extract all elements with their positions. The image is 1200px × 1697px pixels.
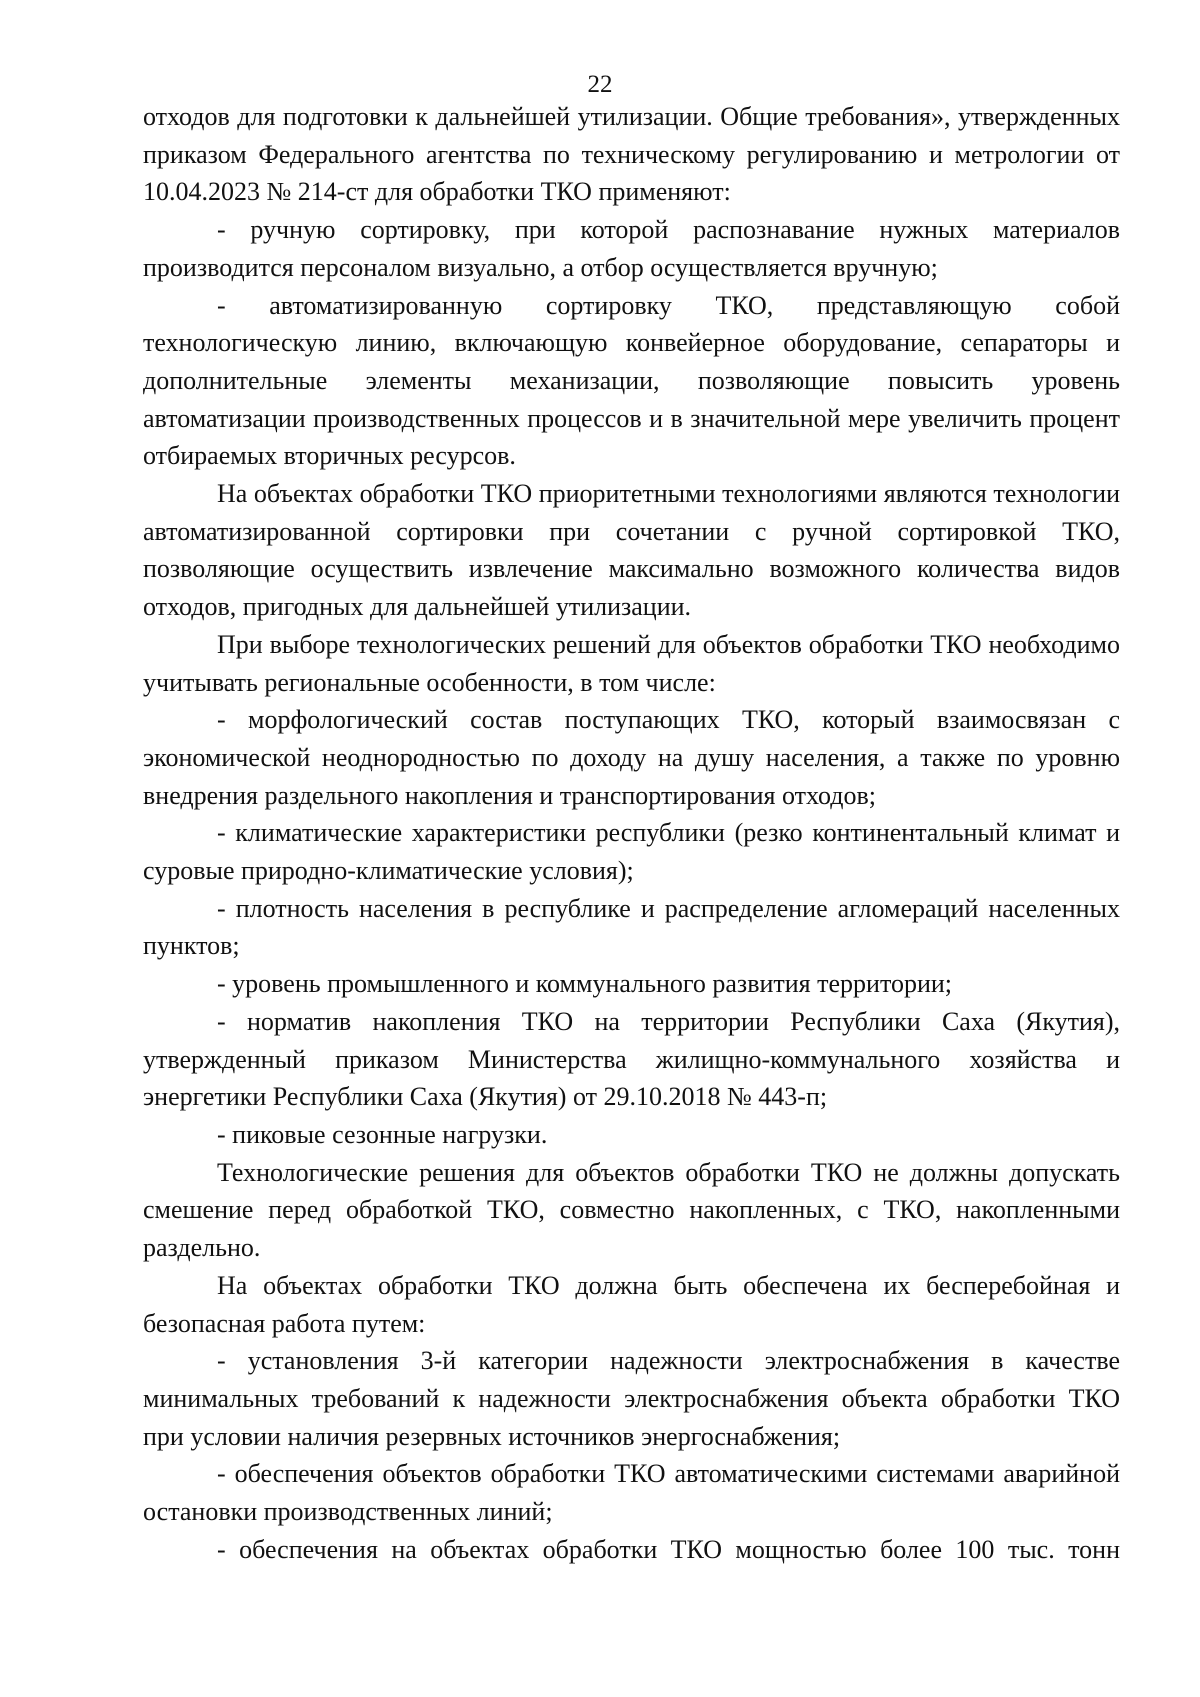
list-item-development-level: - уровень промышленного и коммунального развития территории; [217,969,953,999]
paragraph-priority-technologies: На объектах обработки ТКО приоритетными технологиями являются технологии автоматизированной сортировки при сочетании с ручной сортировкой ТКО, позволяющие осуществить извлечение максимально возможного количества видов отходов, пригодных для дальнейшей утилизации. [143,479,1120,622]
list-item-morphological-composition: - морфологический состав поступающих ТКО, который взаимосвязан с экономической неоднородностью по доходу на душу населения, а также по уровню внедрения раздельного накопления и транспортирования отходов; [143,705,1120,810]
paragraph-regional-features: При выборе технологических решений для объектов обработки ТКО необходимо учитывать региональные особенности, в том числе: [143,629,1120,697]
paragraph-standard-continuation: отходов для подготовки к дальнейшей утилизации. Общие требования», утвержденных приказом Федерального агентства по техническому регулированию и метрологии от 10.04.2023 № 214-ст для обработки ТКО применяют: [143,102,1120,207]
list-item-automated-sorting: - автоматизированную сортировку ТКО, представляющую собой технологическую линию, включающую конвейерное оборудование, сепараторы и дополнительные элементы механизации, позволяющие повысить уровень автоматизации производственных процессов и в значительной мере увеличить процент отбираемых вторичных ресурсов. [143,290,1120,471]
page-number: 22 [587,71,613,98]
list-item-seasonal-loads: - пиковые сезонные нагрузки. [217,1119,548,1149]
list-item-accumulation-standard: - норматив накопления ТКО на территории Республики Саха (Якутия), утвержденный приказом Министерства жилищно-коммунального хозяйства и энергетики Республики Саха (Якутия) от 29.10.2018 № 443-п; [143,1006,1120,1112]
list-item-emergency-shutdown: - обеспечения объектов обработки ТКО автоматическими системами аварийной остановки производственных линий; [143,1459,1120,1527]
list-item-power-reliability: - установления 3-й категории надежности электроснабжения в качестве минимальных требований к надежности электроснабжения объекта обработки ТКО при условии наличия резервных источников энергоснабжения; [143,1346,1120,1451]
list-item-population-density: - плотность населения в республике и распределение агломераций населенных пунктов; [143,893,1120,961]
paragraph-no-mixing: Технологические решения для объектов обработки ТКО не должны допускать смешение перед обработкой ТКО, совместно накопленных, с ТКО, накопленными раздельно. [143,1157,1120,1263]
list-item-capacity-over-100k: - обеспечения на объектах обработки ТКО мощностью более 100 тыс. тонн [217,1534,1120,1564]
list-item-climate: - климатические характеристики республики (резко континентальный климат и суровые природно-климатические условия); [143,818,1120,886]
paragraph-uninterrupted-operation: На объектах обработки ТКО должна быть обеспечена их бесперебойная и безопасная работа путем: [143,1270,1120,1338]
list-item-manual-sorting: - ручную сортировку, при которой распознавание нужных материалов производится персоналом визуально, а отбор осуществляется вручную; [143,215,1120,282]
document-body [143,98,1120,1568]
